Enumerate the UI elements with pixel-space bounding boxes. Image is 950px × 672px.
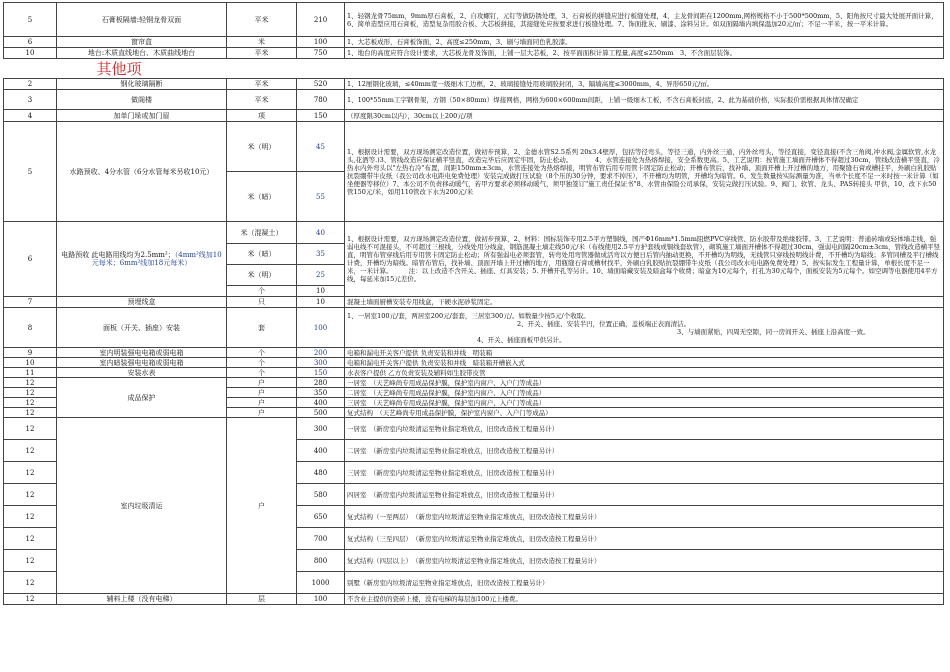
row-number: 12 [4, 528, 57, 550]
unit-price: 280 [297, 378, 345, 388]
unit: 层 [227, 594, 297, 605]
item-name: 石膏板隔墙:轻钢龙骨双面 [57, 3, 227, 37]
item-name: 做阁楼 [57, 90, 227, 110]
unit-price: 200 [297, 348, 345, 358]
description: 1、地台的高度应符合设计要求，大芯板龙骨及饰面，上铺一层大芯板，2、按平面面积计算工程量,高度≤250mm 3、不含面层装饰。 [345, 48, 944, 59]
unit-price: 520 [297, 79, 345, 90]
description: 混凝土墙面厨槽安装专用线盒，干硬水泥砂浆固定。 [345, 297, 944, 308]
row-number: 5 [4, 3, 57, 37]
description: 一居室 （天艺峰尚专用成品保护膜，保护室内窗户、入户门等成品） [345, 378, 944, 388]
description: 别墅（新房室内垃圾清运至物业指定堆放点，旧房改造按工程量另计） [345, 572, 944, 594]
unit: 米（混凝土） [227, 222, 297, 244]
item-name-note: （4mm²线加10元每米；6mm²线加18元每米） [91, 251, 222, 267]
unit-price: 150 [297, 110, 345, 122]
unit-price: 25 [297, 265, 345, 286]
unit-price: 100 [297, 594, 345, 605]
unit-price: 350 [297, 388, 345, 398]
unit: 户 [227, 398, 297, 408]
row-number: 2 [4, 79, 57, 90]
unit-price: 10 [297, 286, 345, 297]
unit-price: 650 [297, 506, 345, 528]
row-number: 12 [4, 418, 57, 440]
description: 电箱和漏电开关客户提供 负责安装和并线 暗装箱开槽嵌入式 [345, 358, 944, 368]
description: 不含业主提供的瓷砖上楼，没有电梯的每层加100元上楼费。 [345, 594, 944, 605]
row-number: 6 [4, 37, 57, 48]
item-name: 地台:木质直线地台、木质曲线地台 [57, 48, 227, 59]
row-number: 12 [4, 506, 57, 528]
table-row [4, 222, 944, 244]
item-name: 面板（开关、插座）安装 [57, 308, 227, 348]
row-number: 7 [4, 297, 57, 308]
table-row [4, 122, 944, 172]
panel-line: 3、与墙面紧贴，四周无空隙，同一房间开关、插座上沿高度一致。 [677, 327, 870, 336]
row-number: 12 [4, 594, 57, 605]
unit: 个 [227, 368, 297, 378]
unit: 项 [227, 110, 297, 122]
unit-price: 40 [297, 222, 345, 244]
table-row [4, 37, 944, 48]
row-number: 3 [4, 90, 57, 110]
description: 1、大芯板成形，石膏板饰面，2、高度≤250mm，3、刷与墙面同色乳胶漆。 [345, 37, 944, 48]
description: 复式结构 （天艺峰尚专用成品保护膜，保护室内窗户、入户门等成品） [345, 408, 944, 418]
row-number: 11 [4, 368, 57, 378]
description: 复式结构（一至两层） （新房室内垃圾清运至物业指定堆放点，旧房改造按工程量另计） [345, 506, 944, 528]
unit: 平米 [227, 3, 297, 37]
unit-price: 780 [297, 90, 345, 110]
row-number: 10 [4, 358, 57, 368]
row-number: 12 [4, 550, 57, 572]
description: （厚度限30cm以内），30cm以上200元/项 [345, 110, 944, 122]
description: 二居室 （新房室内垃圾清运至物业指定堆放点，旧房改造按工程量另计） [345, 440, 944, 462]
description: 1、根据设计需要，双方现场测定改造位置，做初步预算，2、材料：国标装饰专用2.5平方塑铜线，国产Φ16mm*1.5mm阻燃PVC穿线管、防水胶带及绝缘胶带。3、工艺说明：普通砖墙或轻体墙走线，强弱电线不可混接头，不可超过三根线，分线处用分线盒，钢筋混凝土墙走线50元/米（布线使用2.5平方护套线或铜线套软管），砌筑施工墙面开槽体不得超过30cm，强弱电间隔20cm±3cm，管线改造横平竖直，明管布管穿线后用专用管卡固定防止松动；所有强弱电必须套管，转弯处用弯管器做成活弯以方便日后管内抽动更换，不开槽均为明线，无线管只穿线按明线计费，不开槽均为暗线；多管同槽及平行槽线计费，开槽均为暗线。暗管布管后，找补墙、顶面开墙上开过槽的地方，用瓶缝石膏或槽材找平，外刷白乳胶贴抗裂绷带牛皮纸（我公司改水电电路免费处理）5、按实际发生工程量计算，单根长度不足一米，一米计算。 注：以上改造不含开关、插座、灯具安装；5. 开槽开孔等另计。10、墙面暗藏安装及暗盒每个收费；暗盒为10元每个，打孔为30元每个，面板安装为5元每个。如空调等电器使用4平方线，每延米加15元差价。 [345, 222, 944, 297]
table-row [4, 594, 944, 605]
unit: 户 [227, 378, 297, 388]
table-row [4, 110, 944, 122]
row-number: 4 [4, 110, 57, 122]
row-number: 12 [4, 440, 57, 462]
unit-price: 400 [297, 440, 345, 462]
unit-price: 300 [297, 418, 345, 440]
table-row [4, 358, 944, 368]
description: 1、根据设计需要，双方现场测定改造位置，做初步预算，2、金德水管S2.5系列 20x3.4壁厚，包括等径弯头，等径三通，内外丝三通，内外丝弯头，等径直接，变径直接(不含三角阀,冲水阀,金属软管,水龙头,花洒等.)3、管线改造应保证横平竖直，改造完毕后应固定牢固，防止松动。 4、水管连接处为热熔焊接，安全系数更高。5、工艺说明：按管施工墙面开槽体不得超过30cm，管线改造横平竖直，冷热水内外弯头以"左热右冷"布置，间距150mm±3cm，水管连接处为热熔焊接，明管布管后用专用管卡固定防止松动；开槽布管后，找补墙、顶面开槽上开过槽的地方，用聚缝石膏或槽挂平，外刷白乳胶贴抗裂绷带牛皮纸（我公司改水电距电免费处理）安装完成做打压试验（8个压的30分钟，要求不掉压），不开槽均为明管，开槽均为暗管。6、发生数量按实际测量为准，当单个长度不足一米时按一米计算（如坐便器等移位）7、本公司不负责移动暖气，若甲方要求必须移动暖气，须甲独签订"施工责任保证书"8、水管由保险公司承保，安装完做打压试验。9、阀门、软管、龙头、PAS转接头 甲供，10、改下水50管150元/米，如用110管改下水为200元/米 [345, 122, 944, 222]
unit-price: 800 [297, 550, 345, 572]
description: 三居室 （天艺峰尚专用成品保护膜，保护室内窗户、入户门等成品） [345, 398, 944, 408]
unit: 米（暗） [227, 244, 297, 265]
unit-price: 700 [297, 528, 345, 550]
table-row [4, 3, 944, 37]
section-title: 其他项 [57, 59, 944, 79]
description: 1、12厘钢化玻璃，≤40mm宽一级细木工边框，2、玻璃接缝处用玻璃胶封闭，3、隔墙高度≤3000mm，4、异形650元/㎡。 [345, 79, 944, 90]
unit-price: 10 [297, 297, 345, 308]
item-name-main: 电路预收 此电路用线均为2.5mm²； [61, 251, 175, 259]
unit-price: 45 [297, 122, 345, 172]
row-number: 12 [4, 398, 57, 408]
row-number: 12 [4, 378, 57, 388]
description: 二居室 （天艺峰尚专用成品保护膜，保护室内窗户、入户门等成品） [345, 388, 944, 398]
description [345, 308, 944, 348]
table-row [4, 378, 944, 388]
unit-price: 400 [297, 398, 345, 408]
unit-price: 100 [297, 37, 345, 48]
description: 电箱和漏电开关客户提供 负责安装和并线 明装箱 [345, 348, 944, 358]
price-list-table [3, 2, 944, 605]
row-number: 9 [4, 348, 57, 358]
item-name: 室内明装强电电箱或弱电箱 [57, 348, 227, 358]
item-name: 窗帘盒 [57, 37, 227, 48]
unit: 户 [227, 418, 297, 594]
item-name: 预埋线盒 [57, 297, 227, 308]
description: 复式结构（四层以上） （新房室内垃圾清运至物业指定堆放点，旧房改造按工程量另计） [345, 550, 944, 572]
table-row [4, 418, 944, 440]
unit: 个 [227, 286, 297, 297]
row-number: 12 [4, 572, 57, 594]
item-name: 加单门垛或加门眉 [57, 110, 227, 122]
unit: 米（明） [227, 265, 297, 286]
row-number: 8 [4, 308, 57, 348]
description: 四居室 （新房室内垃圾清运至物业指定堆放点，旧房改造按工程量另计） [345, 484, 944, 506]
unit: 米 [227, 37, 297, 48]
item-name [57, 222, 227, 297]
unit: 户 [227, 388, 297, 398]
unit: 个 [227, 358, 297, 368]
unit: 户 [227, 408, 297, 418]
item-name: 钢化玻璃隔断 [57, 79, 227, 90]
description: 复式结构（三至四层） （新房室内垃圾清运至物业指定堆放点，旧房改造按工程量另计） [345, 528, 944, 550]
row-number: 5 [4, 122, 57, 222]
description: 三居室 （新房室内垃圾清运至物业指定堆放点，旧房改造按工程量另计） [345, 462, 944, 484]
item-name: 成品保护 [57, 378, 227, 418]
unit-price: 500 [297, 408, 345, 418]
row-number: 12 [4, 462, 57, 484]
row-number: 12 [4, 484, 57, 506]
section-title-row [4, 59, 944, 79]
table-row [4, 308, 944, 348]
unit-price: 35 [297, 244, 345, 265]
unit-price: 750 [297, 48, 345, 59]
unit-price: 580 [297, 484, 345, 506]
panel-line: 4、开关、插座面板甲供另计。 [477, 335, 566, 344]
unit-price: 150 [297, 368, 345, 378]
unit: 平米 [227, 90, 297, 110]
row-number: 6 [4, 222, 57, 297]
unit-price: 480 [297, 462, 345, 484]
table-row [4, 90, 944, 110]
unit: 米（明） [227, 122, 297, 172]
description: 水表客户提供 乙方负责安装及辅料如生胶带皮管 [345, 368, 944, 378]
item-name: 辅料上楼（没有电梯） [57, 594, 227, 605]
unit: 米（暗） [227, 172, 297, 222]
row-number: 12 [4, 388, 57, 398]
panel-line: 2、开关、插座、安装半円，位置正确，盖板端正表面清洁。 [517, 319, 691, 328]
unit-price: 1000 [297, 572, 345, 594]
unit-price: 100 [297, 308, 345, 348]
item-name: 水路预收、4分水管（6分水管每米另收10元） [57, 122, 227, 222]
table-row [4, 348, 944, 358]
table-row [4, 48, 944, 59]
unit: 套 [227, 308, 297, 348]
unit: 平米 [227, 79, 297, 90]
description: 一居室 （新房室内垃圾清运至物业指定堆放点，旧房改造按工程量另计） [345, 418, 944, 440]
item-name: 室内暗装强电电箱或弱电箱 [57, 358, 227, 368]
unit-price: 210 [297, 3, 345, 37]
description: 1、100*55mm工字钢骨架，方钢（50×80mm）焊接网格，网格为600×600mm间距，上铺一级细木工板，不含石膏板封底，2、此为基础价格，实际报价需根据具体情况确定 [345, 90, 944, 110]
panel-line: 1、一居室100元/套，两居室200元/套套，三居室300元/。如数量少按5元/个收取。 [347, 311, 590, 320]
unit: 只 [227, 297, 297, 308]
table-row [4, 297, 944, 308]
item-name: 安装水表 [57, 368, 227, 378]
unit: 平米 [227, 48, 297, 59]
row-number: 12 [4, 408, 57, 418]
table-row [4, 368, 944, 378]
description: 1、轻钢龙骨75mm，9mm厚石膏板，2、自攻螺钉，元钉等做防锈处理，3、石膏板的拼缝应进行板缝处理，4、主龙骨间距在1200mm,网格规格不小于500*500mm，5、阳角按尺寸最大处展开面计算，6、简单造型应用石膏板，造型复杂用胶合板、大芯板拼接，其接缝处应按要求进行板缝处理。7、饰面批灰、刷漆、涂料另计。如双面隔墙内填保温加20元/㎡；不足一平米，按一平米计算。 [345, 3, 944, 37]
unit: 个 [227, 348, 297, 358]
row-number: 10 [4, 48, 57, 59]
unit-price: 300 [297, 358, 345, 368]
unit-price: 55 [297, 172, 345, 222]
item-name: 室内垃圾清运 [57, 418, 227, 594]
table-row [4, 79, 944, 90]
